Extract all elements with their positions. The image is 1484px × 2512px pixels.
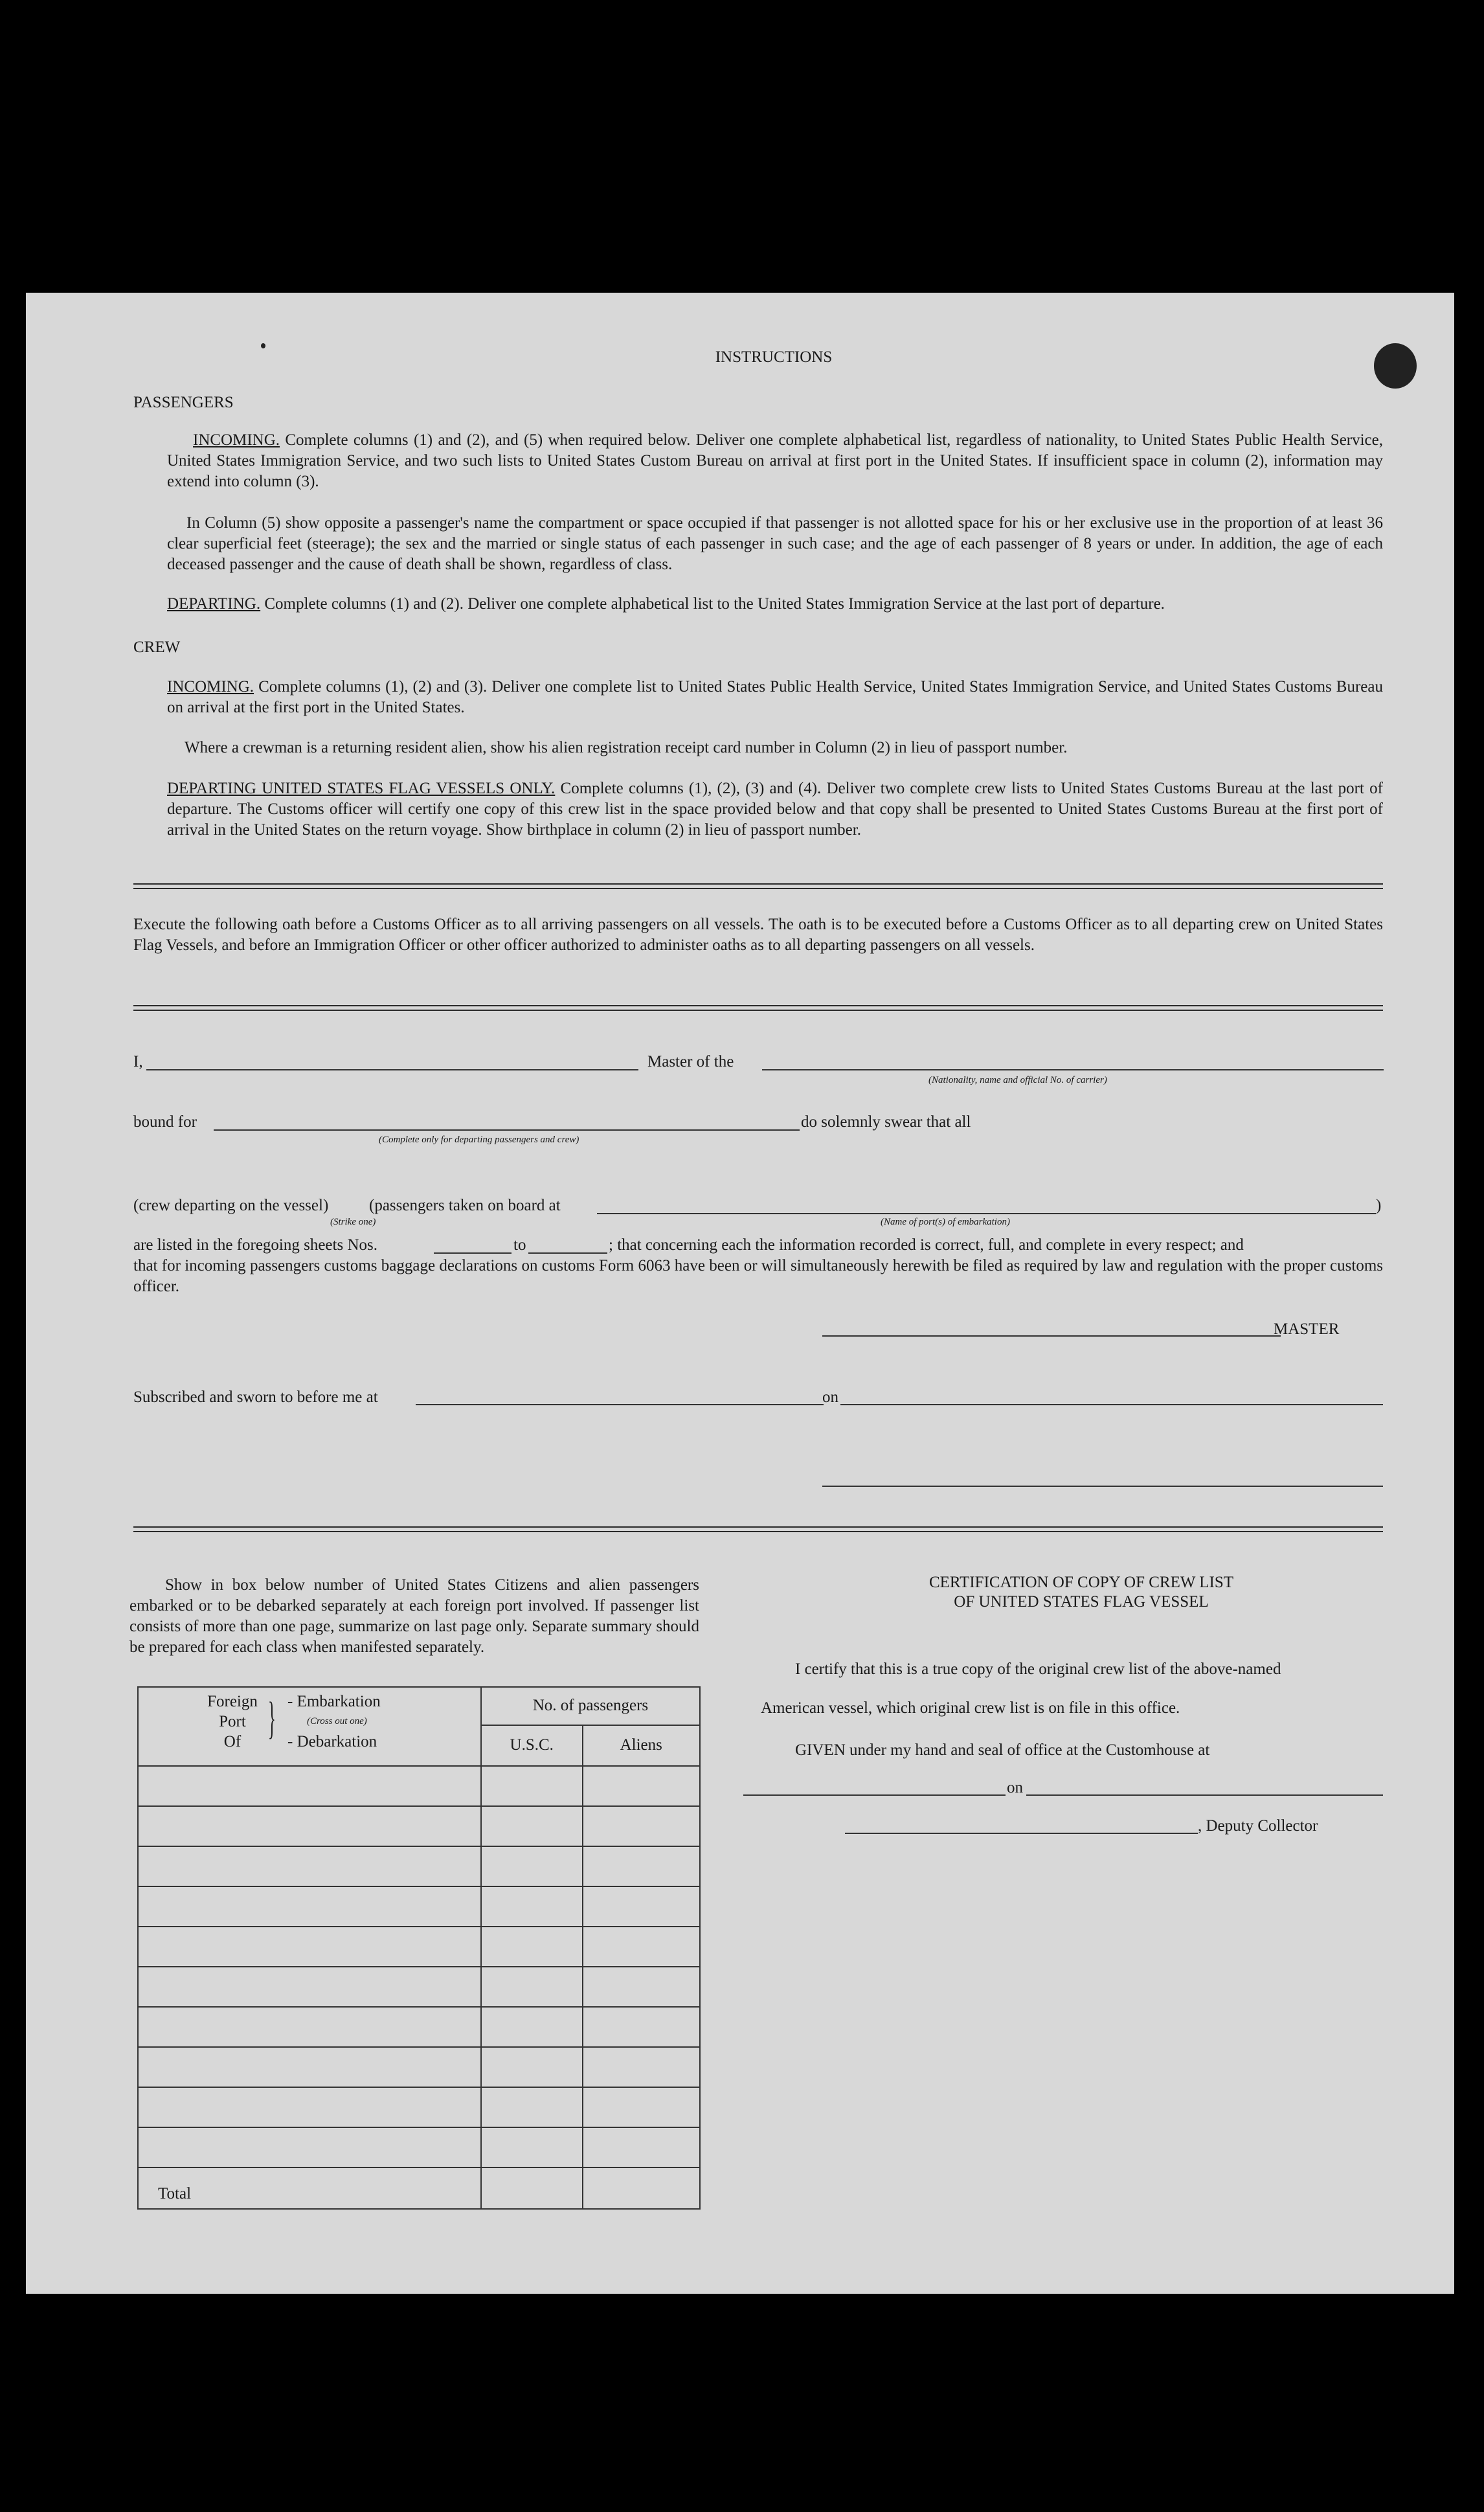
usc-cell[interactable] <box>481 1967 583 2007</box>
embarkation-label: - Embarkation <box>287 1693 381 1710</box>
aliens-cell[interactable] <box>583 1927 700 1967</box>
strike-one-hint: (Strike one) <box>330 1217 376 1227</box>
aliens-cell[interactable] <box>583 1766 700 1806</box>
master-name-field[interactable] <box>146 1069 638 1070</box>
certify-line2: American vessel, which original crew list is on file in this office. <box>761 1699 1180 1717</box>
total-label: Total <box>138 2167 481 2209</box>
port-cell[interactable] <box>138 1927 481 1967</box>
customhouse-field[interactable] <box>743 1794 1006 1796</box>
usc-cell[interactable] <box>481 2087 583 2127</box>
port-label: Port <box>219 1713 246 1730</box>
passengers-column5-instructions: In Column (5) show opposite a passenger's name the compartment or space occupied if that passenger is not allotted space for his or her exclusive use in the proportion of at least 36 clear superficial feet (steerage); the sex and the married or single status of each passenger in such case; and the age of each passenger of 8 years or under. In addition, the age of each deceased passenger and the cause of death shall be shown, regardless of class. <box>167 514 1383 573</box>
crew-incoming-instructions <box>167 677 1383 718</box>
deputy-collector-label: , Deputy Collector <box>1198 1817 1318 1835</box>
section-divider <box>133 883 1383 889</box>
bound-for-field[interactable] <box>214 1129 800 1131</box>
table-row <box>138 1806 700 1846</box>
officer-signature-field[interactable] <box>822 1486 1383 1487</box>
port-cell[interactable] <box>138 2047 481 2087</box>
instructions-title: INSTRUCTIONS <box>715 348 833 366</box>
table-row <box>138 2007 700 2047</box>
aliens-header: Aliens <box>583 1725 700 1766</box>
port-cell[interactable] <box>138 1846 481 1886</box>
brace: } <box>268 1693 276 1743</box>
port-cell[interactable] <box>138 2007 481 2047</box>
sheets-label: are listed in the foregoing sheets Nos. <box>133 1236 377 1254</box>
usc-cell[interactable] <box>481 2007 583 2047</box>
swear-label: do solemnly swear that all <box>801 1113 971 1131</box>
crew-departing-label: DEPARTING UNITED STATES FLAG VESSELS ONLY. <box>167 780 556 797</box>
master-signature-field[interactable] <box>822 1335 1281 1337</box>
aliens-cell[interactable] <box>583 1806 700 1846</box>
table-row <box>138 1886 700 1927</box>
crew-heading: CREW <box>133 639 181 656</box>
given-line: GIVEN under my hand and seal of office at the Customhouse at <box>795 1741 1210 1759</box>
aliens-total-cell[interactable] <box>583 2167 700 2209</box>
aliens-cell[interactable] <box>583 2087 700 2127</box>
passengers-count-header: No. of passengers <box>481 1687 700 1725</box>
statement-rest: ; that concerning each the information recorded is correct, full, and complete in every respect; and <box>609 1236 1244 1254</box>
crew-alien-instructions: Where a crewman is a returning resident alien, show his alien registration receipt card number in Column (2) in lieu of passport number. <box>185 739 1068 756</box>
table-row <box>138 1967 700 2007</box>
passengers-incoming-text: Complete columns (1) and (2), and (5) when required below. Deliver one complete alphabetical list, regardless of nationality, to United States Public Health Service, United States Immigration Service, and two such lists to United States Custom Bureau on arrival at first port in the United States. If insufficient space in column (2), information may extend into column (3). <box>167 431 1383 490</box>
to-label: to <box>513 1236 526 1254</box>
certify-line1: I certify that this is a true copy of the original crew list of the above-named <box>795 1660 1281 1678</box>
usc-cell[interactable] <box>481 2047 583 2087</box>
passengers-heading: PASSENGERS <box>133 394 234 411</box>
table-row <box>138 2087 700 2127</box>
passengers-departing-text: Complete columns (1) and (2). Deliver one complete alphabetical list to the United States Immigration Service at the last port of departure. <box>260 595 1165 613</box>
carrier-hint: (Nationality, name and official No. of carrier) <box>928 1075 1107 1085</box>
table-row <box>138 2127 700 2167</box>
crew-departing-text: Complete columns (1), (2), (3) and (4). Deliver two complete crew lists to United States Customs Bureau at the last port of departure. The Customs officer will certify one copy of this crew list in the space provided below and that copy shall be presented to United States Customs Bureau at the first port of arrival in the United States on the return voyage. Show birthplace in column (2) in lieu of passport number. <box>167 780 1383 839</box>
hole-punch-mark <box>1374 343 1417 389</box>
port-cell[interactable] <box>138 2087 481 2127</box>
of-label: Of <box>223 1733 242 1750</box>
passengers-incoming-instructions <box>141 430 1383 492</box>
summary-instructions: Show in box below number of United States Citizens and alien passengers embarked or to be debarked separately at each foreign port involved. If passenger list consists of more than one page, summarize on last page only. Separate summary should be prepared for each class when manifested separately. <box>129 1576 699 1656</box>
crew-departing-instructions <box>167 778 1383 841</box>
close-paren: ) <box>1376 1197 1382 1214</box>
passengers-departing-label: DEPARTING. <box>167 595 261 613</box>
aliens-cell[interactable] <box>583 2127 700 2167</box>
table-row <box>138 1766 700 1806</box>
aliens-cell[interactable] <box>583 2007 700 2047</box>
embarkation-ports-field[interactable] <box>597 1213 1376 1214</box>
ink-speck <box>261 343 265 348</box>
embarkation-ports-hint: (Name of port(s) of embarkation) <box>881 1217 1010 1227</box>
passengers-departing-instructions <box>167 594 1383 615</box>
passengers-taken-option: (passengers taken on board at <box>369 1197 561 1214</box>
passenger-summary-table <box>137 1686 701 2210</box>
table-row <box>138 1846 700 1886</box>
carrier-field[interactable] <box>762 1069 1384 1070</box>
cross-out-hint: (Cross out one) <box>307 1716 367 1726</box>
bound-for-label: bound for <box>133 1113 197 1131</box>
sworn-on-label: on <box>822 1388 838 1406</box>
master-of-label: Master of the <box>647 1053 734 1070</box>
statement-continuation: that for incoming passengers customs baggage declarations on customs Form 6063 have been or will simultaneously herewith be filed as required by law and regulation with the proper customs officer. <box>133 1257 1383 1295</box>
master-name-prefix: I, <box>133 1053 143 1070</box>
sheet-from-field[interactable] <box>434 1252 512 1254</box>
deputy-collector-signature-field[interactable] <box>845 1833 1198 1834</box>
sworn-place-field[interactable] <box>416 1404 824 1405</box>
certification-date-field[interactable] <box>1026 1794 1383 1796</box>
usc-cell[interactable] <box>481 1766 583 1806</box>
certification-title-line1: CERTIFICATION OF COPY OF CREW LIST <box>928 1574 1234 1591</box>
foreign-label: Foreign <box>207 1693 258 1710</box>
table-row <box>138 1927 700 1967</box>
aliens-cell[interactable] <box>583 2047 700 2087</box>
sworn-date-field[interactable] <box>840 1404 1383 1405</box>
usc-total-cell[interactable] <box>481 2167 583 2209</box>
usc-cell[interactable] <box>481 1927 583 1967</box>
usc-header: U.S.C. <box>481 1725 583 1766</box>
aliens-cell[interactable] <box>583 1886 700 1927</box>
total-row <box>138 2167 700 2209</box>
bound-for-hint: (Complete only for departing passengers and crew) <box>379 1135 579 1145</box>
port-cell[interactable] <box>138 1886 481 1927</box>
port-cell[interactable] <box>138 1967 481 2007</box>
aliens-cell[interactable] <box>583 1846 700 1886</box>
usc-cell[interactable] <box>481 1886 583 1927</box>
section-divider <box>133 1005 1383 1011</box>
master-signature-label: MASTER <box>1274 1320 1340 1338</box>
subscribed-label: Subscribed and sworn to before me at <box>133 1388 378 1406</box>
port-cell[interactable] <box>138 1766 481 1806</box>
crew-incoming-text: Complete columns (1), (2) and (3). Deliver one complete list to United States Public Health Service, United States Immigration Service, and United States Customs Bureau on arrival at the first port in the United States. <box>167 678 1383 716</box>
certification-on-label: on <box>1007 1779 1023 1796</box>
crew-departing-option: (crew departing on the vessel) <box>133 1197 329 1214</box>
certification-title-line2: OF UNITED STATES FLAG VESSEL <box>954 1593 1209 1611</box>
form-page <box>26 293 1454 2294</box>
crew-incoming-label: INCOMING. <box>167 678 254 696</box>
port-header-cell <box>138 1687 481 1766</box>
debarkation-label: - Debarkation <box>287 1733 377 1750</box>
oath-intro: Execute the following oath before a Customs Officer as to all arriving passengers on all vessels. The oath is to be executed before a Customs Officer as to all departing crew on United States Flag Vessels, and before an Immigration Officer or other officer authorized to administer oaths as to all departing passengers on all vessels. <box>133 916 1383 954</box>
aliens-cell[interactable] <box>583 1967 700 2007</box>
usc-cell[interactable] <box>481 1806 583 1846</box>
sheet-to-field[interactable] <box>528 1252 607 1254</box>
passengers-incoming-label: INCOMING. <box>193 431 280 449</box>
table-row <box>138 2047 700 2087</box>
port-cell[interactable] <box>138 2127 481 2167</box>
usc-cell[interactable] <box>481 1846 583 1886</box>
usc-cell[interactable] <box>481 2127 583 2167</box>
section-divider <box>133 1526 1383 1532</box>
port-cell[interactable] <box>138 1806 481 1846</box>
